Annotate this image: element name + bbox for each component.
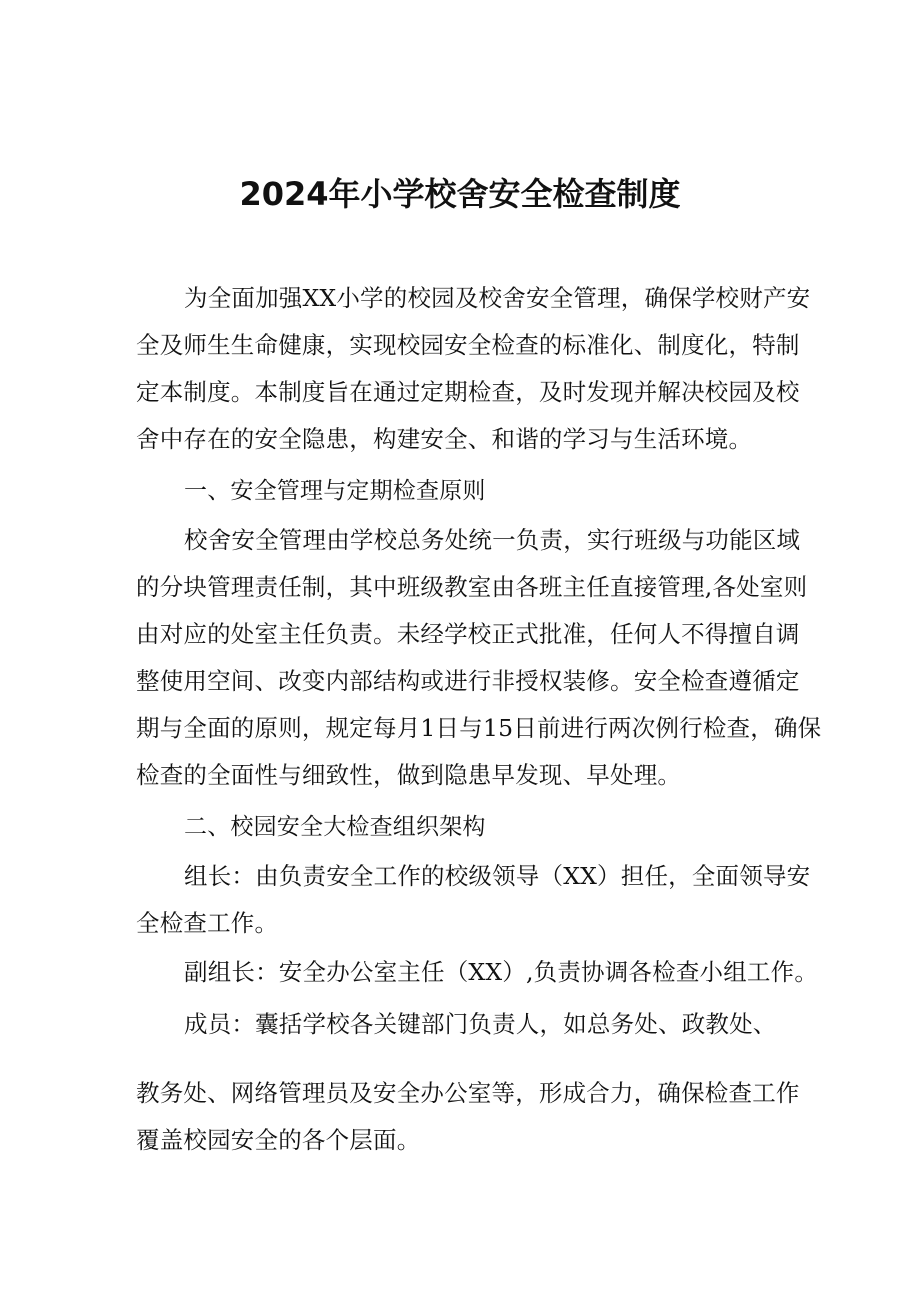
section-2-leader-line-2: 全检查工作。 — [136, 909, 279, 937]
section-2-leader-line-1: 组长：由负责安全工作的校级领导（XX）担任，全面领导安 — [184, 862, 811, 890]
intro-line-4: 舍中存在的安全隐患，构建安全、和谐的学习与生活环境。 — [136, 425, 753, 453]
section-2-members-line-1: 成员：囊括学校各关键部门负责人，如总务处、政教处、 — [184, 1010, 777, 1038]
section-1-line-5: 期与全面的原则，规定每月1日与15日前进行两次例行检查，确保 — [136, 714, 822, 742]
section-1-line-2: 的分块管理责任制，其中班级教室由各班主任直接管理,各处室则 — [136, 573, 808, 601]
document-title: 2024年小学校舍安全检查制度 — [239, 175, 681, 213]
section-1-heading: 一、安全管理与定期检查原则 — [184, 478, 486, 504]
intro-line-1: 为全面加强XX小学的校园及校舍安全管理，确保学校财产安 — [184, 284, 811, 312]
section-1-line-4: 整使用空间、改变内部结构或进行非授权装修。安全检查遵循定 — [136, 667, 800, 695]
intro-line-3: 定本制度。本制度旨在通过定期检查，及时发现并解决校园及校 — [136, 378, 800, 406]
section-2-heading: 二、校园安全大检查组织架构 — [184, 814, 486, 840]
section-1-line-1: 校舍安全管理由学校总务处统一负责，实行班级与功能区域 — [184, 526, 801, 554]
section-1-line-6: 检查的全面性与细致性，做到隐患早发现、早处理。 — [136, 761, 682, 789]
intro-line-2: 全及师生生命健康，实现校园安全检查的标准化、制度化，特制 — [136, 331, 800, 359]
section-2-deputy-line: 副组长：安全办公室主任（XX）,负责协调各检查小组工作。 — [184, 958, 819, 986]
section-2-members-line-2: 教务处、网络管理员及安全办公室等，形成合力，确保检查工作 — [136, 1079, 800, 1107]
section-1-line-3: 由对应的处室主任负责。未经学校正式批准，任何人不得擅自调 — [136, 620, 800, 648]
section-2-members-line-3: 覆盖校园安全的各个层面。 — [136, 1126, 421, 1154]
